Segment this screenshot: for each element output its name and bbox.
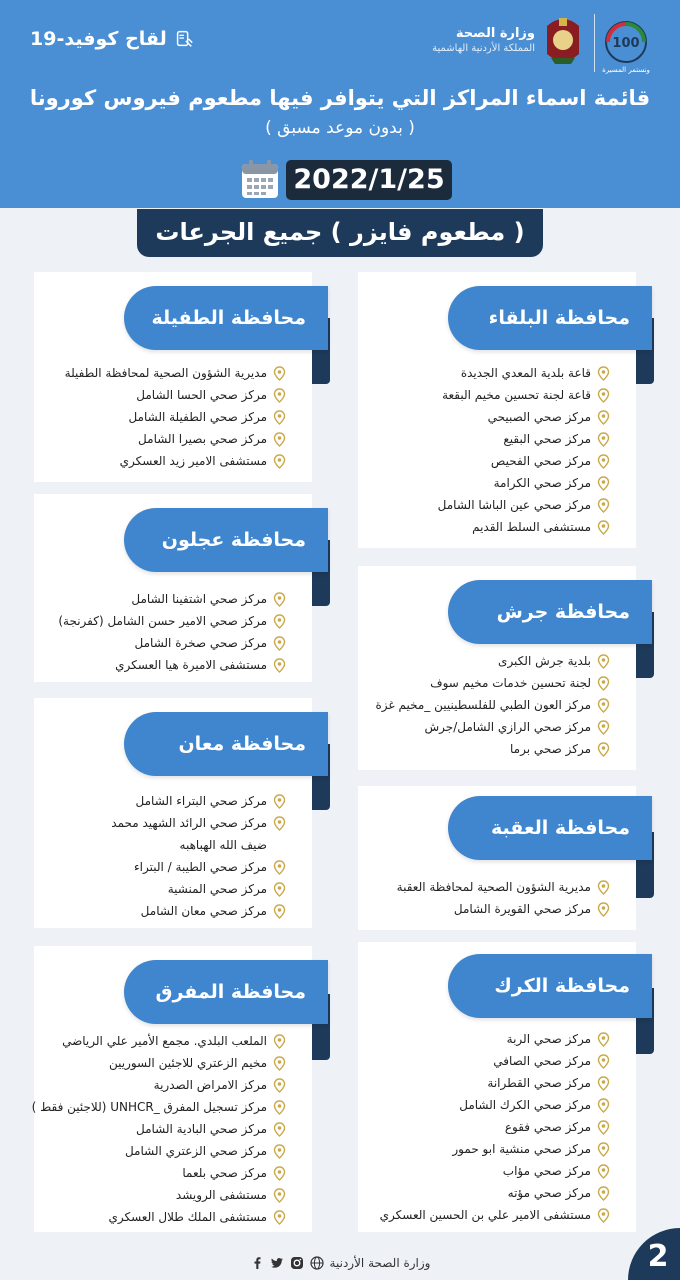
center-item	[438, 472, 610, 494]
center-item	[438, 406, 610, 428]
center-item	[32, 1162, 286, 1184]
location-pin-icon	[597, 432, 610, 447]
center-item	[65, 384, 286, 406]
twitter-icon[interactable]	[270, 1256, 284, 1270]
center-item	[32, 1206, 286, 1228]
center-name: مركز صحي الصبيحي	[487, 410, 591, 424]
location-pin-icon	[597, 410, 610, 425]
vaccine-banner: ( مطعوم فايزر ) جميع الجرعات	[137, 209, 543, 257]
center-list-tafileh	[65, 362, 286, 472]
center-item	[111, 790, 286, 812]
location-pin-icon	[597, 698, 610, 713]
center-item	[438, 362, 610, 384]
center-name: مركز العون الطبي للفلسطينيين _مخيم غزة	[375, 698, 591, 712]
location-pin-icon	[273, 794, 286, 809]
center-name: مركز صحي الرازي الشامل/جرش	[424, 720, 591, 734]
center-name: مركز صحي الامير حسن الشامل (كفرنجة)	[58, 614, 267, 628]
date-badge: 2022/1/25	[286, 160, 452, 200]
vaccine-icon	[173, 28, 195, 50]
location-pin-icon	[597, 720, 610, 735]
center-name: مركز صحي البتراء الشامل	[135, 794, 267, 808]
footer-ministry: وزارة الصحة الأردنية	[329, 1256, 431, 1270]
location-pin-icon	[273, 882, 286, 897]
center-name: ضيف الله الهباهبه	[179, 838, 267, 852]
page-number: 2	[628, 1228, 680, 1280]
location-pin-icon	[273, 432, 286, 447]
center-name: مركز صحي صخرة الشامل	[134, 636, 267, 650]
center-item	[32, 1074, 286, 1096]
center-item	[438, 384, 610, 406]
governorate-tab-jerash: محافظة جرش	[448, 580, 652, 644]
center-item	[380, 1028, 610, 1050]
location-pin-icon	[273, 1166, 286, 1181]
location-pin-icon	[273, 838, 286, 853]
governorate-tab-karak: محافظة الكرك	[448, 954, 652, 1018]
location-pin-icon	[597, 742, 610, 757]
center-item	[65, 428, 286, 450]
center-name: مركز صحي الطفيلة الشامل	[128, 410, 267, 424]
center-name: مركز صحي البقيع	[503, 432, 591, 446]
center-name: مركز صحي فقوع	[504, 1120, 591, 1134]
center-item	[32, 1184, 286, 1206]
center-list-ajloun	[58, 588, 286, 676]
center-name: مركز صحي الصافي	[493, 1054, 591, 1068]
location-pin-icon	[597, 902, 610, 917]
center-name: مستشفى الامير زيد العسكري	[119, 454, 267, 468]
governorate-tab-mafraq: محافظة المفرق	[124, 960, 328, 1024]
center-name: مركز صحي مؤاب	[502, 1164, 591, 1178]
center-item	[375, 650, 610, 672]
center-item	[380, 1204, 610, 1226]
center-item	[380, 1094, 610, 1116]
center-name: مستشفى الملك طلال العسكري	[108, 1210, 267, 1224]
center-item	[58, 632, 286, 654]
location-pin-icon	[597, 1142, 610, 1157]
center-list-balqa	[438, 362, 610, 538]
location-pin-icon	[597, 654, 610, 669]
center-name: مركز صحي مؤته	[507, 1186, 591, 1200]
center-name: مركز صحي بصيرا الشامل	[138, 432, 267, 446]
center-name: مركز صحي البادية الشامل	[135, 1122, 267, 1136]
center-name: مركز صحي الفحيص	[490, 454, 591, 468]
center-item	[58, 588, 286, 610]
location-pin-icon	[273, 1210, 286, 1225]
center-name: مركز صحي عين الباشا الشامل	[437, 498, 591, 512]
page-title: قائمة اسماء المراكز التي يتوافر فيها مطعوم فيروس كورونا	[29, 86, 651, 110]
location-pin-icon	[597, 454, 610, 469]
center-list-jerash	[375, 650, 610, 760]
center-name: مستشفى السلط القديم	[472, 520, 591, 534]
center-name: مركز صحي الكرامة	[493, 476, 591, 490]
center-name: الملعب البلدي. مجمع الأمير علي الرياضي	[62, 1034, 267, 1048]
location-pin-icon	[273, 454, 286, 469]
center-name: بلدية جرش الكبرى	[498, 654, 591, 668]
covid-label-text: لقاح كوفيد-19	[30, 28, 167, 50]
center-item	[111, 812, 286, 834]
center-item	[380, 1160, 610, 1182]
center-item	[397, 876, 610, 898]
center-name: لجنة تحسين خدمات مخيم سوف	[430, 676, 591, 690]
center-item	[380, 1138, 610, 1160]
center-item	[380, 1072, 610, 1094]
center-item	[32, 1096, 286, 1118]
center-name: مركز صحي منشية ابو حمور	[452, 1142, 591, 1156]
ministry-block	[432, 26, 535, 54]
center-item	[65, 362, 286, 384]
center-item	[380, 1050, 610, 1072]
center-name: مركز صحي الكرك الشامل	[459, 1098, 591, 1112]
center-list-karak	[380, 1028, 610, 1226]
globe-icon[interactable]	[310, 1256, 324, 1270]
center-item	[65, 406, 286, 428]
center-name: مركز صحي الحسا الشامل	[136, 388, 267, 402]
governorate-tab-maan: محافظة معان	[124, 712, 328, 776]
governorate-tab-ajloun: محافظة عجلون	[124, 508, 328, 572]
location-pin-icon	[273, 1078, 286, 1093]
header-divider	[594, 14, 595, 72]
location-pin-icon	[273, 388, 286, 403]
center-name: مركز صحي بلعما	[182, 1166, 267, 1180]
center-list-mafraq	[32, 1030, 286, 1228]
center-name: مركز صحي القطرانة	[487, 1076, 591, 1090]
center-name: مركز صحي اشتفينا الشامل	[131, 592, 267, 606]
center-name: مركز صحي الطيبة / البتراء	[134, 860, 267, 874]
location-pin-icon	[597, 880, 610, 895]
location-pin-icon	[597, 1164, 610, 1179]
location-pin-icon	[273, 816, 286, 831]
center-item	[438, 494, 610, 516]
center-item	[375, 738, 610, 760]
center-item	[32, 1140, 286, 1162]
center-name: مركز صحي معان الشامل	[140, 904, 267, 918]
center-item	[111, 878, 286, 900]
center-item	[397, 898, 610, 920]
header-band	[0, 0, 680, 208]
location-pin-icon	[273, 1056, 286, 1071]
location-pin-icon	[597, 388, 610, 403]
location-pin-icon	[273, 366, 286, 381]
center-item	[111, 856, 286, 878]
location-pin-icon	[597, 498, 610, 513]
center-name: مركز تسجيل المفرق _UNHCR (للاجئين فقط )	[31, 1100, 267, 1114]
footer	[0, 1256, 680, 1270]
covid-vaccine-label	[30, 28, 195, 50]
center-item	[380, 1182, 610, 1204]
center-item	[380, 1116, 610, 1138]
location-pin-icon	[597, 1076, 610, 1091]
location-pin-icon	[597, 1054, 610, 1069]
center-item	[111, 834, 286, 856]
center-item	[438, 516, 610, 538]
center-list-maan	[111, 790, 286, 922]
centennial-caption: ونستمر المسيرة	[602, 66, 650, 74]
center-item	[65, 450, 286, 472]
center-item	[32, 1052, 286, 1074]
location-pin-icon	[597, 1208, 610, 1223]
governorate-tab-aqaba: محافظة العقبة	[448, 796, 652, 860]
center-name: مركز الامراض الصدرية	[153, 1078, 267, 1092]
center-name: مركز صحي الزعتري الشامل	[124, 1144, 267, 1158]
calendar-icon	[240, 158, 280, 200]
location-pin-icon	[273, 636, 286, 651]
center-name: مستشفى الامير علي بن الحسين العسكري	[379, 1208, 591, 1222]
location-pin-icon	[597, 366, 610, 381]
location-pin-icon	[273, 1144, 286, 1159]
center-name: مستشفى الرويشد	[175, 1188, 267, 1202]
center-item	[32, 1030, 286, 1052]
center-name: مركز صحي الرائد الشهيد محمد	[111, 816, 267, 830]
center-name: قاعة بلدية المعدي الجديدة	[460, 366, 591, 380]
location-pin-icon	[597, 520, 610, 535]
location-pin-icon	[273, 658, 286, 673]
location-pin-icon	[273, 410, 286, 425]
center-item	[111, 900, 286, 922]
location-pin-icon	[273, 614, 286, 629]
coat-of-arms-icon	[541, 14, 585, 68]
center-item	[58, 610, 286, 632]
center-name: مركز صحي القويرة الشامل	[453, 902, 591, 916]
center-item	[58, 654, 286, 676]
location-pin-icon	[597, 676, 610, 691]
center-item	[438, 428, 610, 450]
governorate-tab-balqa: محافظة البلقاء	[448, 286, 652, 350]
center-name: مركز صحي الربة	[506, 1032, 591, 1046]
location-pin-icon	[273, 904, 286, 919]
governorate-tab-tafileh: محافظة الطفيلة	[124, 286, 328, 350]
ministry-name: وزارة الصحة	[455, 26, 535, 41]
location-pin-icon	[597, 1120, 610, 1135]
location-pin-icon	[273, 1188, 286, 1203]
facebook-icon[interactable]	[250, 1256, 264, 1270]
center-name: مخيم الزعتري للاجئين السوريين	[108, 1056, 267, 1070]
center-name: مركز صحي برما	[510, 742, 591, 756]
center-item	[375, 716, 610, 738]
center-list-aqaba	[397, 876, 610, 920]
location-pin-icon	[597, 1186, 610, 1201]
center-name: مستشفى الاميرة هيا العسكري	[115, 658, 267, 672]
location-pin-icon	[597, 476, 610, 491]
center-name: مديرية الشؤون الصحية لمحافظة الطفيلة	[64, 366, 267, 380]
location-pin-icon	[273, 592, 286, 607]
center-name: مديرية الشؤون الصحية لمحافظة العقبة	[396, 880, 591, 894]
center-name: مركز صحي المنشية	[167, 882, 267, 896]
center-item	[375, 694, 610, 716]
location-pin-icon	[273, 860, 286, 875]
svg-text:100: 100	[612, 36, 640, 51]
center-item	[32, 1118, 286, 1140]
instagram-icon[interactable]	[290, 1256, 304, 1270]
location-pin-icon	[273, 1122, 286, 1137]
kingdom-name: المملكة الأردنية الهاشمية	[432, 43, 535, 54]
location-pin-icon	[273, 1034, 286, 1049]
center-name: قاعة لجنة تحسين مخيم البقعة	[442, 388, 591, 402]
page-subtitle: ( بدون موعد مسبق )	[265, 118, 415, 138]
location-pin-icon	[597, 1032, 610, 1047]
center-item	[438, 450, 610, 472]
location-pin-icon	[273, 1100, 286, 1115]
center-item	[375, 672, 610, 694]
location-pin-icon	[597, 1098, 610, 1113]
